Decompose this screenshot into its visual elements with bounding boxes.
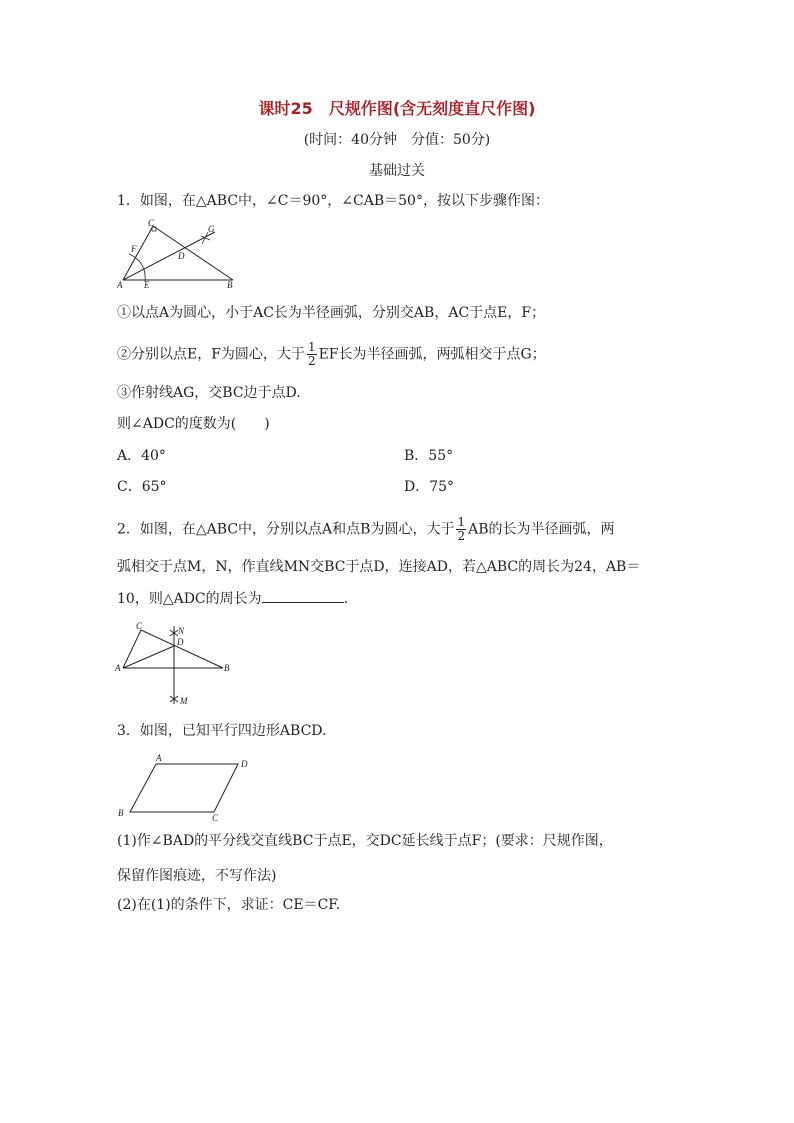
q2-line1-pre: 2．如图，在△ABC中，分别以点A和点B为圆心，大于 bbox=[117, 521, 455, 538]
q1-option-a: A．40° bbox=[117, 448, 166, 464]
q1-option-b: B．55° bbox=[404, 448, 454, 464]
label-n: N bbox=[178, 626, 185, 636]
answer-blank[interactable] bbox=[262, 588, 344, 603]
q3-figure bbox=[114, 750, 258, 822]
label-d: D bbox=[241, 759, 248, 769]
q1-step2-post: EF长为半径画弧，两弧相交于点G； bbox=[318, 346, 546, 363]
q2-line3-post: . bbox=[343, 591, 349, 607]
label-d: D bbox=[177, 637, 184, 647]
label-c: C bbox=[148, 218, 155, 228]
time-score-info: (时间：40分钟 分值：50分) bbox=[303, 132, 491, 148]
lesson-title: 课时25 尺规作图(含无刻度直尺作图) bbox=[258, 99, 536, 118]
label-g: G bbox=[208, 224, 215, 234]
q2-line1 bbox=[117, 516, 615, 543]
fraction-half bbox=[456, 516, 466, 543]
fraction-num: 1 bbox=[457, 515, 466, 529]
q3-part1-line2: 保留作图痕迹，不写作法) bbox=[117, 868, 277, 884]
label-b: B bbox=[227, 280, 233, 290]
segment-cb bbox=[153, 226, 233, 280]
segment-ac bbox=[123, 630, 141, 668]
label-d: D bbox=[178, 251, 185, 261]
label-c: C bbox=[136, 621, 143, 631]
label-a: A bbox=[115, 663, 121, 673]
q3-stem: 3．如图，已知平行四边形ABCD. bbox=[117, 723, 327, 739]
q3-part2: (2)在(1)的条件下，求证：CE＝CF. bbox=[117, 897, 341, 913]
q2-figure bbox=[114, 618, 238, 710]
q1-stem: 1．如图，在△ABC中，∠C＝90°，∠CAB＝50°，按以下步骤作图： bbox=[117, 193, 549, 209]
arc-ef bbox=[129, 254, 145, 282]
fraction-den: 2 bbox=[307, 354, 316, 368]
fraction-half bbox=[307, 341, 317, 368]
fraction-den: 2 bbox=[457, 529, 466, 543]
q1-step1: ①以点A为圆心，小于AC长为半径画弧，分别交AB，AC于点E，F； bbox=[117, 305, 546, 321]
q3-part1-line1: (1)作∠BAD的平分线交直线BC于点E，交DC延长线于点F；(要求：尺规作图， bbox=[117, 833, 613, 849]
label-m: M bbox=[180, 696, 188, 706]
label-a: A bbox=[156, 753, 162, 763]
label-c: C bbox=[212, 813, 219, 822]
label-e: E bbox=[144, 280, 150, 290]
q2-line1-post: AB的长为半径画弧，两 bbox=[468, 521, 615, 538]
q1-step2-pre: ②分别以点E，F为圆心，大于 bbox=[117, 346, 305, 363]
q2-line3 bbox=[117, 588, 348, 609]
label-a: A bbox=[117, 280, 123, 290]
label-f: F bbox=[131, 244, 137, 254]
q1-step3: ③作射线AG，交BC边于点D. bbox=[117, 385, 301, 401]
parallelogram-abcd bbox=[130, 764, 238, 812]
q2-line3-pre: 10，则△ADC的周长为 bbox=[117, 591, 262, 607]
section-heading: 基础过关 bbox=[369, 163, 425, 179]
q1-option-d: D．75° bbox=[404, 479, 455, 495]
q1-ask: 则∠ADC的度数为( ) bbox=[117, 416, 270, 432]
fraction-num: 1 bbox=[307, 340, 316, 354]
q2-line2: 弧相交于点M，N，作直线MN交BC于点D，连接AD，若△ABC的周长为24，AB＝ bbox=[117, 559, 641, 575]
segment-ad bbox=[123, 646, 174, 668]
label-b: B bbox=[224, 663, 230, 673]
q1-step2 bbox=[117, 341, 546, 368]
q1-option-c: C．65° bbox=[117, 479, 167, 495]
q1-figure bbox=[115, 218, 235, 290]
label-b: B bbox=[118, 808, 124, 818]
